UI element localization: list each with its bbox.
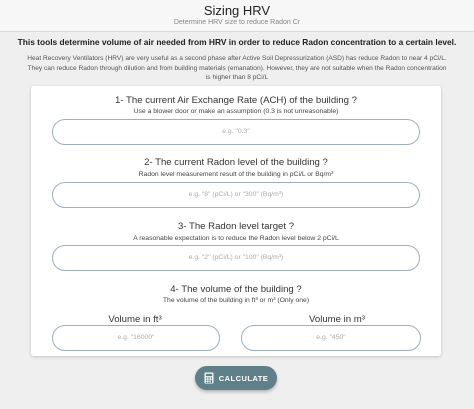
calculate-button-label: CALCULATE — [218, 373, 269, 383]
page-title: Sizing HRV — [203, 3, 271, 18]
intro-text: Heat Recovery Ventilators (HRV) are very useful as a second phase after Active Soil Depressurization (ASD) has reduce Radon to near 4 pCi/L. They can reduce Radon through dilution and from building materials (emanation). However, they are not suitable when the Radon concentration is higher than 8 pCi/L — [27, 55, 447, 81]
page-subtitle: Determine HRV size to reduce Radon Cr — [173, 19, 301, 26]
intro-heading: This tools determine volume of air needed from HRV in order to reduce Radon concentration to a certain level. — [17, 37, 457, 47]
question-1-title: 1- The current Air Exchange Rate (ACH) of the building ? — [115, 95, 357, 106]
radon-level-input[interactable]: e.g. "8" (pCi/L) or "300" (Bq/m³) — [52, 182, 420, 208]
question-2-title: 2- The current Radon level of the building ? — [144, 157, 328, 168]
question-4-title: 4- The volume of the building ? — [170, 284, 302, 295]
question-1-subtitle: Use a blower door or make an assumption (0.3 is not unreasonable) — [133, 108, 339, 115]
question-3-title: 3- The Radon level target ? — [177, 221, 295, 232]
question-4-subtitle: The volume of the building in ft³ or m³ (Only one) — [162, 297, 310, 304]
calculator-icon — [204, 372, 214, 384]
form-card — [31, 86, 441, 356]
volume-ft3-input[interactable]: e.g. "16000" — [52, 325, 220, 351]
ach-input[interactable]: e.g. "0.3" — [52, 119, 420, 145]
question-2-subtitle: Radon level measurement result of the building in pCi/L or Bq/m³ — [138, 171, 334, 178]
volume-m3-label: Volume in m³ — [309, 314, 365, 325]
calculate-button[interactable] — [195, 366, 277, 390]
volume-m3-input[interactable]: e.g. "450" — [241, 325, 421, 351]
app-header — [0, 0, 474, 32]
question-3-subtitle: A reasonable expectation is to reduce the Radon level below 2 pCi/L — [133, 235, 339, 242]
radon-target-input[interactable]: e.g. "2" (pCi/L) or "100" (Bq/m³) — [52, 245, 420, 271]
volume-ft3-label: Volume in ft³ — [108, 314, 162, 325]
